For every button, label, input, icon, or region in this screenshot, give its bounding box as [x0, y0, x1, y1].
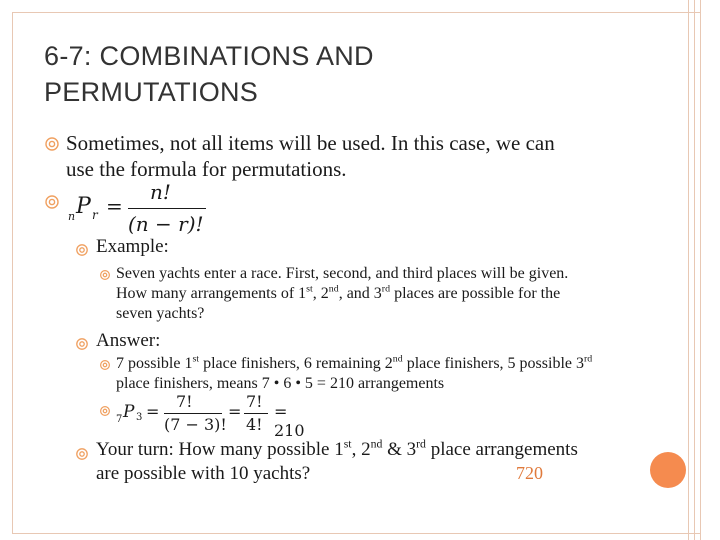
- bullet-icon: [98, 404, 114, 420]
- bullet-text: Sometimes, not all items will be used. In this case, we can use the formula for permutations.: [66, 131, 555, 181]
- permutation-formula: n P r = n! (n − r)!: [66, 180, 216, 240]
- your-turn-text: Your turn: How many possible 1st, 2nd & 3rd place arrangements are possible with 10 yachts?: [96, 437, 578, 484]
- bullet-icon: [74, 242, 90, 258]
- bullet-icon: [44, 194, 60, 210]
- bullet-icon: [98, 268, 114, 284]
- decorative-circle: [650, 452, 686, 488]
- bullet-icon: [98, 358, 114, 374]
- slide-title: [44, 38, 374, 110]
- bullet-icon: [44, 136, 60, 152]
- answer-value: 720: [516, 463, 543, 483]
- title-line-1: 6-7: COMBINATIONS AND: [44, 41, 374, 71]
- answer-label: Answer:: [96, 330, 161, 351]
- example-label: Example:: [96, 236, 169, 257]
- example-text: Seven yachts enter a race. First, second, and third places will be given. How many arrangements of 1st, 2nd, and 3rd places are possible for the seven yachts?: [116, 265, 569, 322]
- fraction-bar: [128, 208, 206, 209]
- answer-formula: 7 P 3 = 7! (7 − 3)! = 7! 4! = 210: [116, 392, 305, 440]
- bullet-icon: [74, 336, 90, 352]
- fraction-bar: [244, 413, 268, 414]
- bullet-icon: [74, 446, 90, 462]
- fraction-bar: [164, 413, 222, 414]
- title-line-2: PERMUTATIONS: [44, 77, 259, 107]
- decorative-rail: [688, 0, 689, 540]
- decorative-rail: [700, 0, 701, 540]
- decorative-rail: [694, 0, 695, 540]
- answer-text: 7 possible 1st place finishers, 6 remaining 2nd place finishers, 5 possible 3rd place finishers, means 7 • 6 • 5 = 210 arrangements: [116, 353, 593, 392]
